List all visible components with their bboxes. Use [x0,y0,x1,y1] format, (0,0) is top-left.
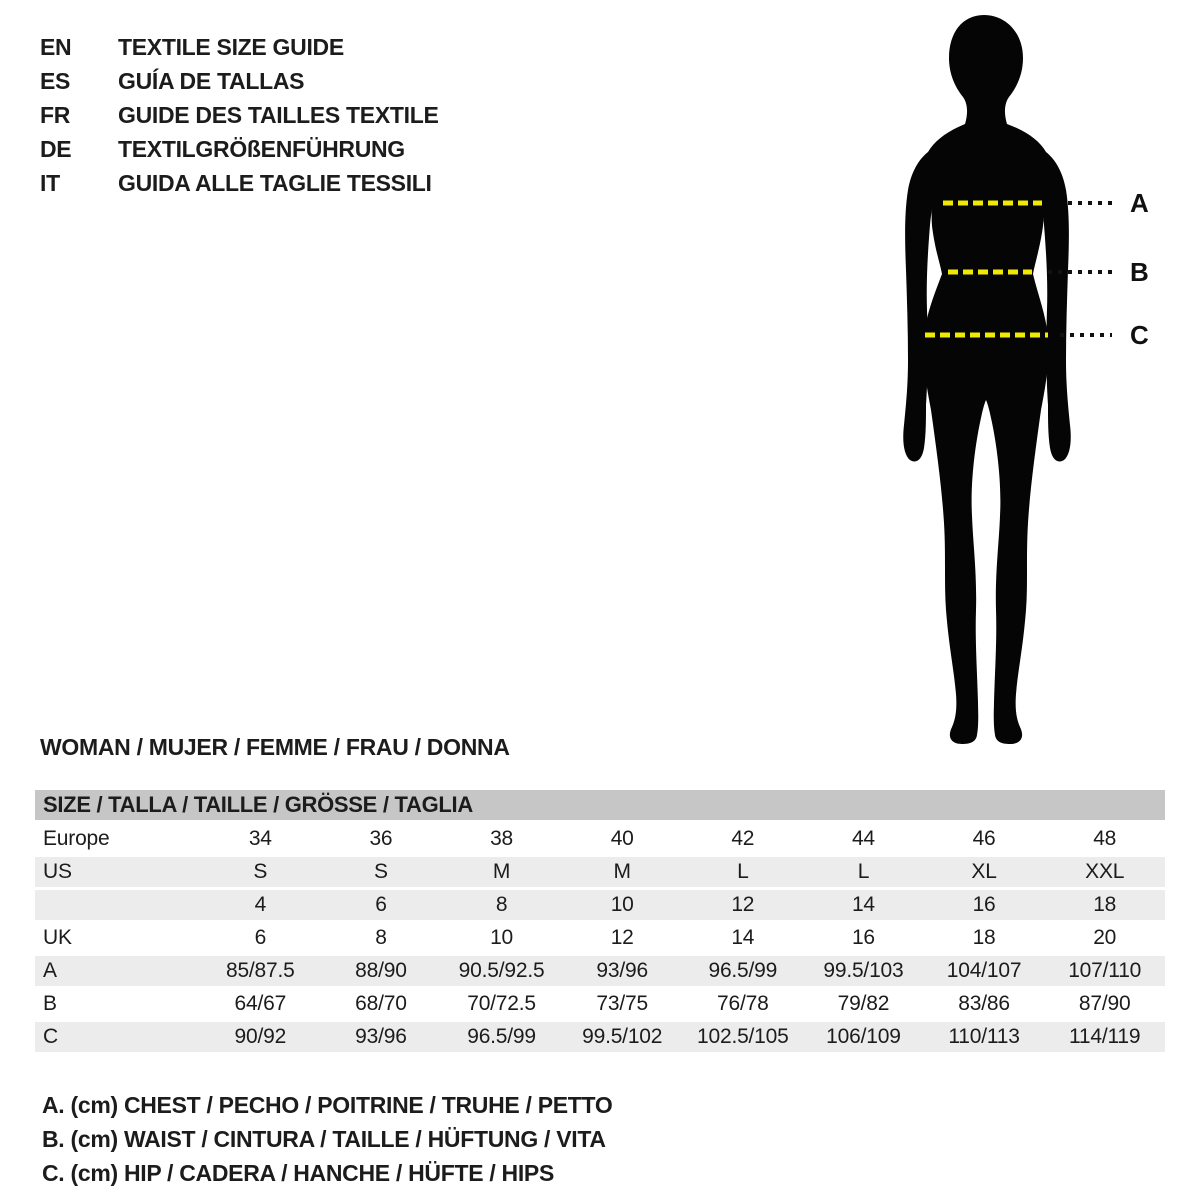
language-row [40,98,439,132]
table-row-values [200,857,1165,887]
table-cell: 20 [1093,926,1117,949]
table-cell: 90/92 [234,1025,287,1048]
table-cell: 99.5/102 [582,1025,663,1048]
table-cell: 104/107 [946,959,1022,982]
size-table [35,790,1165,1055]
table-cell: 6 [375,893,387,916]
table-cell: 48 [1093,827,1117,850]
table-cell: 93/96 [355,1025,407,1048]
table-row [35,923,1165,953]
table-cell: 73/75 [596,992,648,1015]
table-cell: 68/70 [355,992,407,1015]
table-cell: 46 [972,827,996,850]
table-row [35,857,1165,887]
table-row-label: Europe [43,827,110,850]
table-cell: 93/96 [596,959,648,982]
table-cell: 88/90 [355,959,407,982]
table-cell: 6 [254,926,267,949]
table-cell: 102.5/105 [697,1025,789,1048]
footnote-line: B. (cm) WAIST / CINTURA / TAILLE / HÜFTUNG / VITA [42,1126,606,1152]
table-cell: M [492,860,511,883]
table-cell: 34 [248,827,272,850]
table-cell: 36 [369,827,393,850]
language-title: TEXTILE SIZE GUIDE [118,33,344,60]
table-row [35,956,1165,986]
table-row-values [200,956,1165,986]
size-table-body [35,824,1165,1052]
table-row-values [200,1022,1165,1052]
table-cell: L [737,860,749,883]
table-cell: 76/78 [717,992,769,1015]
language-title: GUÍA DE TALLAS [118,67,305,94]
table-cell: 38 [490,827,514,850]
table-row-values [200,890,1165,920]
table-cell: 18 [1093,893,1117,916]
table-cell: 10 [490,926,514,949]
measurement-footnotes [42,1088,612,1190]
table-cell: 40 [610,827,634,850]
table-cell: S [374,860,388,883]
table-cell: 16 [972,893,996,916]
language-code: ES [40,67,71,94]
table-row-label: B [43,992,57,1015]
language-title: GUIDE DES TAILLES TEXTILE [118,101,439,128]
language-code: EN [40,33,72,60]
table-cell: 10 [610,893,634,916]
table-cell: 106/109 [826,1025,901,1048]
footnote-line: A. (cm) CHEST / PECHO / POITRINE / TRUHE / PETTO [42,1092,613,1118]
table-cell: L [857,860,870,883]
table-cell: 99.5/103 [823,959,904,982]
language-list [40,30,439,200]
language-code: IT [40,169,60,196]
table-cell: 110/113 [948,1025,1020,1048]
language-title: TEXTILGRÖßENFÜHRUNG [118,135,405,162]
waist-marker-label: B [1130,257,1149,287]
table-cell: 90.5/92.5 [458,959,545,982]
table-cell: 44 [851,827,875,850]
language-row [40,166,439,200]
table-cell: 79/82 [837,992,890,1015]
table-row-label: A [43,959,57,982]
table-cell: 4 [254,893,267,916]
table-cell: 12 [610,926,634,949]
table-row [35,1022,1165,1052]
table-cell: 96.5/99 [467,1025,536,1048]
woman-silhouette [923,15,1048,744]
language-row [40,64,439,98]
table-cell: 83/86 [958,992,1010,1015]
table-cell: 96.5/99 [708,959,778,982]
table-cell: 18 [972,926,996,949]
section-title-woman: WOMAN / MUJER / FEMME / FRAU / DONNA [40,734,510,760]
table-cell: 42 [731,827,755,850]
table-cell: 70/72.5 [467,992,536,1015]
table-cell: 14 [851,893,875,916]
table-row-label: UK [43,926,72,949]
table-cell: 107/110 [1068,959,1142,982]
table-cell: 16 [851,926,875,949]
table-row-values [200,989,1165,1019]
table-row-values [200,824,1165,854]
table-row-label: US [43,860,72,883]
language-row [40,132,439,166]
table-row-label [35,890,200,920]
size-guide-figure [880,8,1200,750]
table-row [35,824,1165,854]
size-table-header: SIZE / TALLA / TAILLE / GRÖSSE / TAGLIA [35,790,1165,820]
footnote-line: C. (cm) HIP / CADERA / HANCHE / HÜFTE / HIPS [42,1160,555,1186]
table-row [35,890,1165,920]
table-row [35,989,1165,1019]
table-cell: S [253,860,268,883]
table-cell: 64/67 [234,992,287,1015]
language-code: DE [40,135,72,162]
table-cell: 8 [375,926,387,949]
table-cell: M [613,860,631,883]
table-cell: 8 [495,893,508,916]
chest-marker-label: A [1130,188,1149,218]
language-code: FR [40,101,71,128]
table-cell: 12 [731,893,755,916]
table-cell: 114/119 [1068,1025,1141,1048]
table-row-values [200,923,1165,953]
table-cell: XXL [1085,860,1125,883]
language-title: GUIDA ALLE TAGLIE TESSILI [118,169,432,196]
table-cell: 87/90 [1078,992,1131,1015]
table-row-label: C [43,1025,58,1048]
language-row [40,30,439,64]
table-cell: 14 [731,926,755,949]
table-cell: XL [971,860,997,883]
table-cell: 85/87.5 [225,959,295,982]
hip-marker-label: C [1130,320,1149,350]
